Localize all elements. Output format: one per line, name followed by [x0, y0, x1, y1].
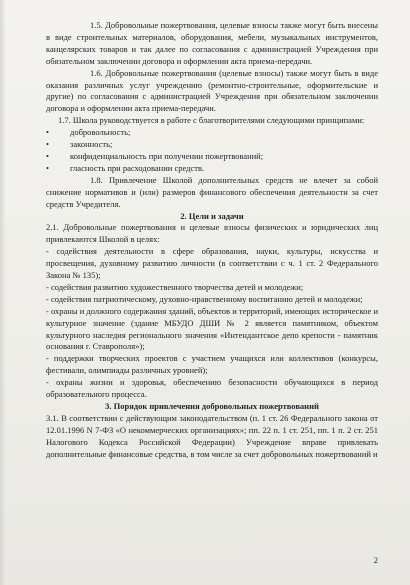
- section-heading-2: 2. Цели и задачи: [180, 210, 244, 221]
- list-item: - содействия деятельности в сфере образования, науки, культуры, искусства и просвещения, духовному развитию личности (в соответствии с ч. 1 ст. 2 Федерального Закона № 135);: [46, 246, 378, 281]
- paragraph-1-7: 1.7. Школа руководствуется в работе с благотворителями следующими принципами:: [58, 115, 365, 126]
- list-item: • законность;: [46, 139, 378, 151]
- paragraph-3-1: 3.1. В соответствии с действующим законодательством (п. 1 ст. 26 Федерального закона от 12.01.1996 N 7-ФЗ «О некоммерческих организациях»; пп. 22 п. 1 ст. 251, пп. 1 п. 2 ст. 251 Налогового Кодекса Российской Федерации) Учреждение вправе привлекать дополнительные финансовые средства, в том числе за счет добровольных пожертвований и: [46, 412, 378, 459]
- paragraph-1-8: 1.8. Привлечение Школой дополнительных средств не влечет за собой снижение нормативов и (или) размеров финансового обеспечения деятельности за счет средств Учредителя.: [46, 174, 378, 209]
- paragraph-2-1: 2.1. Добровольные пожертвования и целевые взносы физических и юридических лиц привлекаются Школой в целях:: [46, 222, 378, 245]
- paragraph-1-5: 1.5. Добровольные пожертвования, целевые взносы также могут быть внесены в виде строительных материалов, оборудования, мебели, музыкальных инструментов, канцелярских товаров и так далее по согласования с администрацией Учреждения при обязательном заключении договора и оформлении акта приема-передачи.: [46, 20, 378, 66]
- list-item: - охраны жизни и здоровья, обеспечению безопасности обучающихся в период образовательного процесса.: [46, 377, 378, 400]
- list-item: - поддержки творческих проектов с участием учащихся или коллективов (конкурсы, фестивали, олимпиады различных уровней);: [46, 353, 378, 376]
- paragraph-1-6: 1.6. Добровольные пожертвования (целевые взносы) также могут быть в виде оказания различных услуг учреждению (ремонтно-строительные, оформительские и другие) по согласования с администрацией Учреждения при обязательном заключении договора и оформлении акта приема-передачи.: [46, 67, 378, 114]
- list-item: • добровольность;: [46, 127, 378, 139]
- list-item: - охраны и должного содержания зданий, объектов и территорий, имеющих историческое и культурное значение (здание МБУДО ДШИ № 2 является памятником, объектом культурного наследия регионального значения «Интендантское депо крепости - памятник основания г. Ставрополя»);: [46, 305, 378, 352]
- goals-list: [46, 246, 378, 401]
- list-item: - содействия патриотическому, духовно-нравственному воспитанию детей и молодежи;: [46, 293, 363, 304]
- list-item: • конфиденциальность при получении пожертвований;: [46, 151, 378, 163]
- page-number: 2: [373, 555, 378, 566]
- section-heading-3: 3. Порядок привлечения добровольных пожертвований: [105, 401, 319, 411]
- list-item: - содействия развитию художественного творчества детей и молодежи;: [46, 281, 304, 292]
- list-item: • гласность при расходовании средств.: [46, 163, 378, 175]
- principles-list: [46, 127, 378, 175]
